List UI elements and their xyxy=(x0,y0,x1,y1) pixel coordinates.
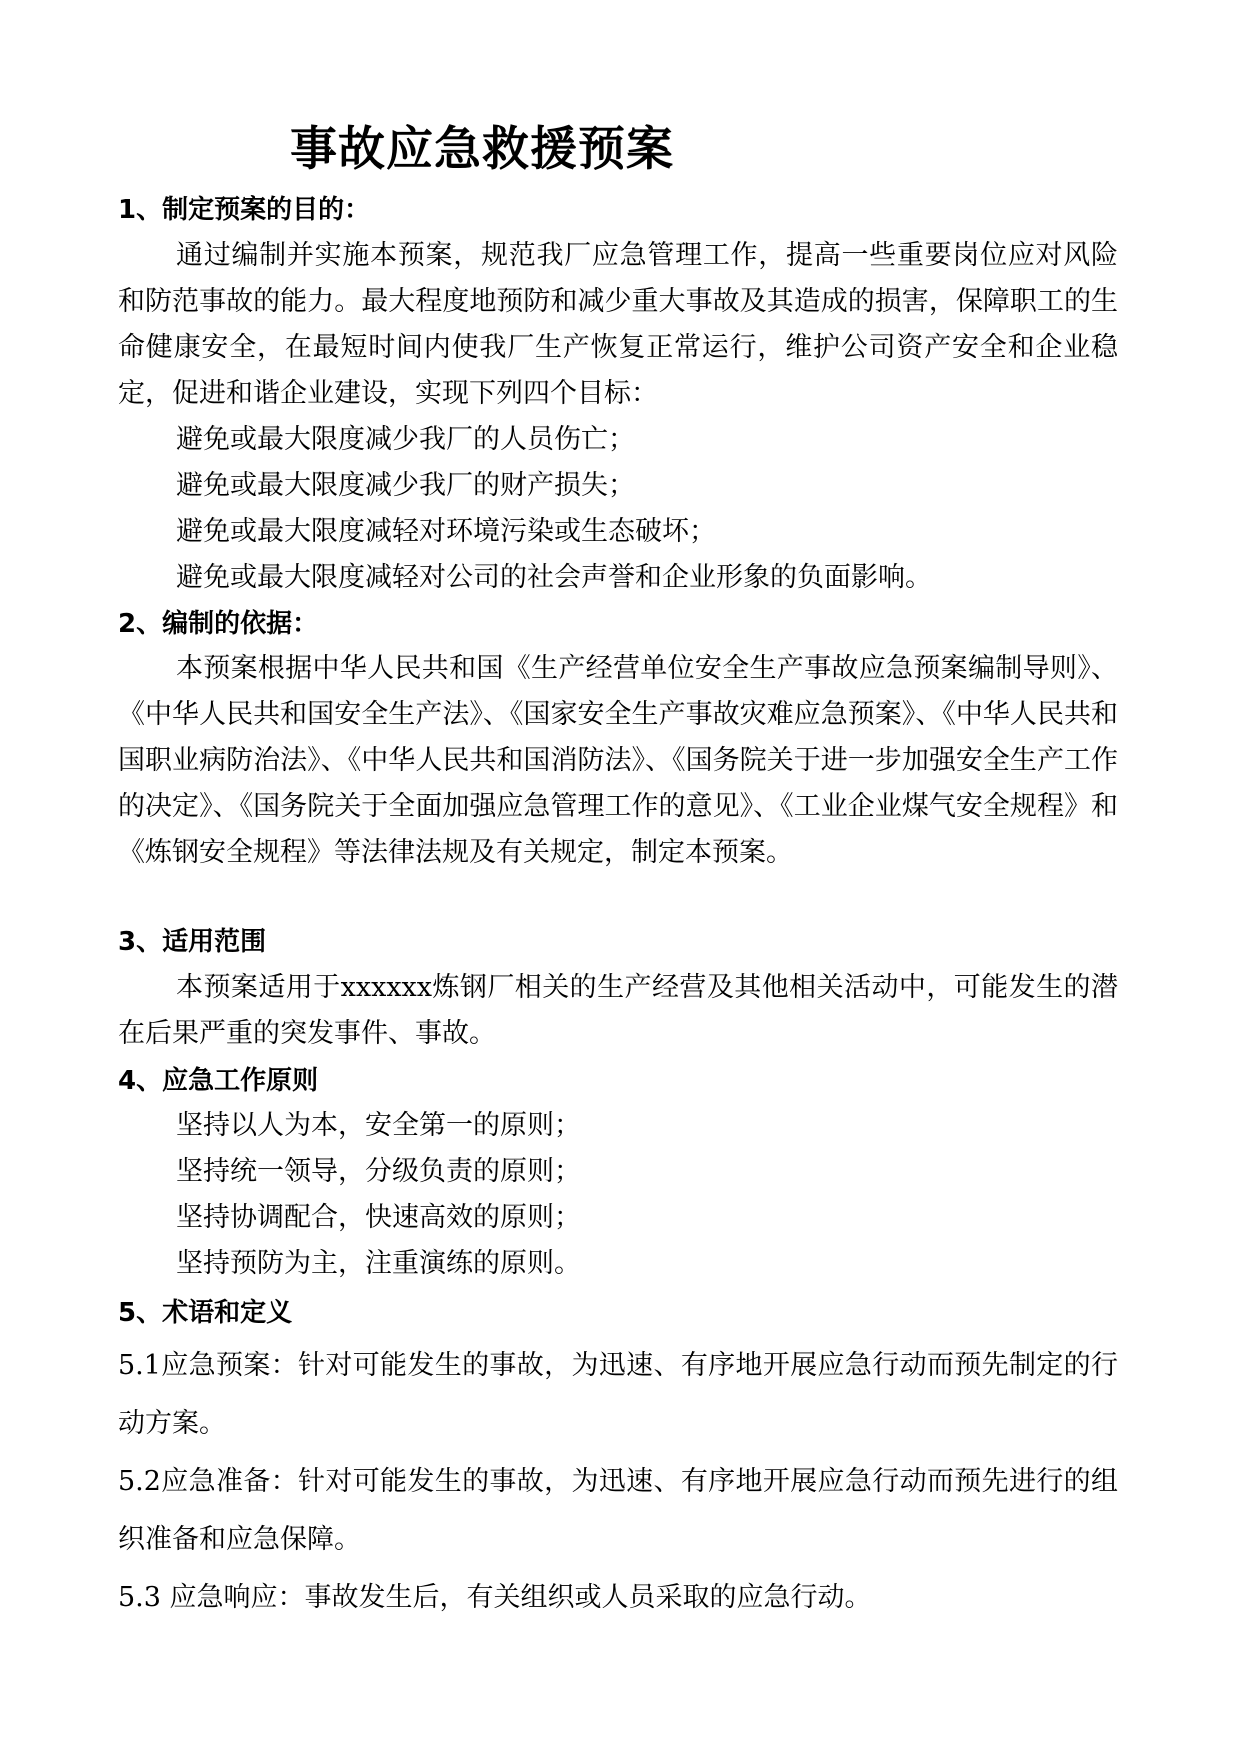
section-3-heading: 3、适用范围 xyxy=(118,927,267,957)
list-item: 避免或最大限度减轻对公司的社会声誉和企业形象的负面影响。 xyxy=(176,562,932,593)
list-item: 坚持以人为本，安全第一的原则； xyxy=(176,1110,581,1141)
section-1-paragraph: 通过编制并实施本预案，规范我厂应急管理工作，提高一些重要岗位应对风险和防范事故的能力。最大程度地预防和减少重大事故及其造成的损害，保障职工的生命健康安全，在最短时间内使我厂生产恢复正常运行，维护公司资产安全和企业稳定，促进和谐企业建设，实现下列四个目标： xyxy=(118,240,1118,409)
section-2-heading: 2、编制的依据： xyxy=(118,609,319,639)
definition-item: 5.3 应急响应：事故发生后，有关组织或人员采取的应急行动。 xyxy=(118,1582,872,1613)
section-5-heading: 5、术语和定义 xyxy=(118,1298,293,1328)
document-title: 事故应急救援预案 xyxy=(290,122,674,177)
section-2-paragraph: 本预案根据中华人民共和国《生产经营单位安全生产事故应急预案编制导则》、《中华人民共和国安全生产法》、《国家安全生产事故灾难应急预案》、《中华人民共和国职业病防治法》、《中华人民共和国消防法》、《国务院关于进一步加强安全生产工作的决定》、《国务院关于全面加强应急管理工作的意见》、《工业企业煤气安全规程》和《炼钢安全规程》等法律法规及有关规定，制定本预案。 xyxy=(118,653,1118,868)
section-3-paragraph: 本预案适用于xxxxxx炼钢厂相关的生产经营及其他相关活动中，可能发生的潜在后果严重的突发事件、事故。 xyxy=(118,972,1118,1049)
list-item: 避免或最大限度减少我厂的人员伤亡； xyxy=(176,424,635,455)
list-item: 坚持统一领导，分级负责的原则； xyxy=(176,1156,581,1187)
definition-item: 5.2应急准备：针对可能发生的事故，为迅速、有序地开展应急行动而预先进行的组织准备和应急保障。 xyxy=(118,1466,1118,1555)
list-item: 坚持协调配合，快速高效的原则； xyxy=(176,1202,581,1233)
section-1-heading: 1、制定预案的目的： xyxy=(118,195,371,225)
list-item: 避免或最大限度减轻对环境污染或生态破坏； xyxy=(176,516,716,547)
section-4-heading: 4、应急工作原则 xyxy=(118,1066,319,1096)
list-item: 坚持预防为主，注重演练的原则。 xyxy=(176,1248,581,1279)
definition-item: 5.1应急预案：针对可能发生的事故，为迅速、有序地开展应急行动而预先制定的行动方案。 xyxy=(118,1350,1118,1439)
list-item: 避免或最大限度减少我厂的财产损失； xyxy=(176,470,635,501)
